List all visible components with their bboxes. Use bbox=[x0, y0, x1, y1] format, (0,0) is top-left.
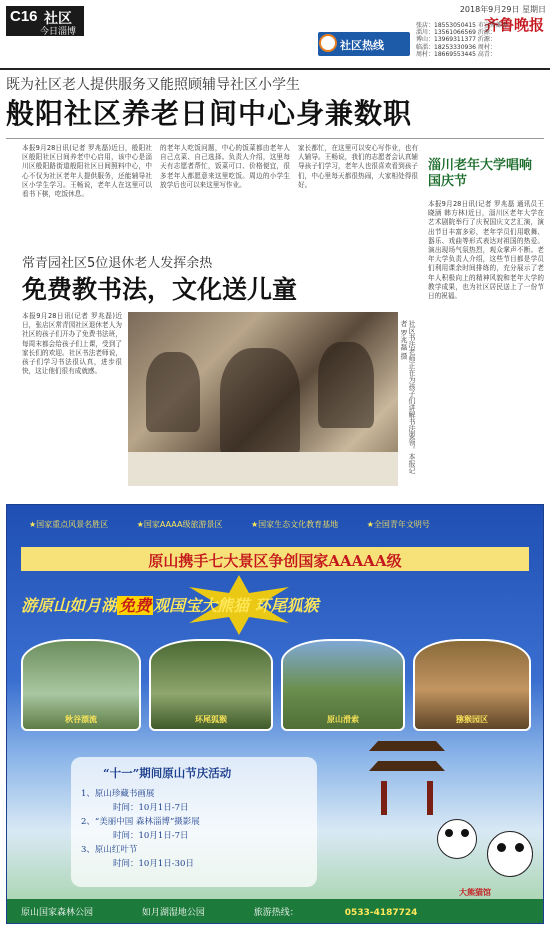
panda-eye bbox=[461, 829, 469, 837]
panda-eye bbox=[497, 843, 506, 852]
headline-divider bbox=[6, 138, 544, 139]
page-code: C16 bbox=[10, 8, 38, 25]
child-figure bbox=[146, 352, 200, 432]
activity-time: 时间：10月1日-30日 bbox=[113, 859, 194, 869]
panda-icon bbox=[431, 805, 541, 891]
panda-hall-label: 大熊猫馆 bbox=[459, 888, 491, 897]
ad-slogan-banner: 原山携手七大景区争创国家AAAAA级 bbox=[21, 547, 529, 571]
phone-icon bbox=[319, 34, 337, 52]
panda-eye bbox=[515, 843, 524, 852]
slogan-pre: 游原山如月湖 bbox=[21, 596, 118, 615]
activity-name: 1、原山珍藏书画展 bbox=[81, 789, 155, 799]
ad-slogan-free-entry bbox=[21, 593, 529, 616]
ad-badge: ★国家重点风景名胜区 bbox=[29, 520, 109, 529]
hotline-label: 社区热线 bbox=[340, 39, 384, 52]
main-article-column-3: 家长都忙，在这里可以安心写作业，也有人辅导。王畅说，我们的志愿者会认真辅导孩子们学习，老年人也很喜欢看到孩子们，中心里每天都很热闹，大家相处得很好。 bbox=[298, 144, 418, 189]
pavilion-pillar bbox=[381, 781, 387, 815]
ad-footer-bar bbox=[7, 899, 544, 923]
header-divider bbox=[0, 68, 550, 70]
main-kicker: 既为社区老人提供服务又能照顾辅导社区小学生 bbox=[6, 77, 300, 93]
hotline-line: 周村：18669553445 高青： bbox=[416, 50, 496, 58]
child-figure bbox=[318, 342, 374, 428]
footer-park-name: 原山国家森林公园 bbox=[21, 908, 94, 918]
hotline-line: 淄川：13561066569 沂源： bbox=[416, 29, 496, 37]
ad-badge: ★全国青年文明号 bbox=[366, 520, 430, 529]
calligraphy-paper bbox=[128, 452, 398, 486]
main-headline: 般阳社区养老日间中心身兼数职 bbox=[6, 97, 413, 130]
ad-badge-row bbox=[29, 519, 529, 530]
second-article-column-left: 本报9月28日讯(记者 罗兆磊)近日，张店区常青园社区退休老人为社区的孩子们开办了免费书法班，每周末都会给孩子们上课，受到了家长们的欢迎。社区书法老师说，孩子们学习书法很认真，进步很快，这让他们很有成就感。 bbox=[22, 312, 122, 376]
ad-photo-label: 环尾狐猴 bbox=[195, 715, 227, 724]
activity-time: 时间：10月1日-7日 bbox=[113, 803, 189, 813]
slogan-post: 观国宝大熊猫 环尾狐猴 bbox=[153, 596, 319, 615]
brand-logo: 齐鲁晚报 bbox=[483, 16, 544, 34]
ad-badge: ★国家生态文化教育基地 bbox=[251, 520, 339, 529]
footer-park-name: 如月湖湿地公园 bbox=[141, 908, 205, 918]
footer-tel-label: 旅游热线： bbox=[253, 908, 299, 918]
slogan-free-word: 免费 bbox=[119, 596, 152, 615]
pavilion-roof bbox=[369, 741, 445, 751]
second-headline: 免费教书法，文化送儿童 bbox=[22, 275, 298, 304]
hotline-numbers bbox=[416, 22, 544, 58]
hotline-line: 张店：18553050415 市宣传部办 bbox=[416, 22, 508, 29]
sidebar-article-body: 本报9月28日讯(记者 罗兆磊 通讯员王晓涵 韩方林)近日，淄川区老年大学在艺术剧院举行了庆祝国庆文艺汇演，演出节目丰富多彩，老年学员们用歌舞、器乐、戏曲等形式表达对祖国的热爱。演出现场气氛热烈，观众掌声不断。老年大学负责人介绍，这些节目都是学员们利用课余时间排练的，充分展示了老年人积极向上的精神风貌和老年大学的教学成果，也为社区居民送上了一份节日的祝福。 bbox=[428, 200, 544, 301]
footer-tel-number: 0533-4187724 bbox=[344, 908, 418, 918]
ad-photo-rafting bbox=[21, 639, 141, 731]
main-article-column-2: 的老年人吃饭问题，中心的饭菜都由老年人自己点菜、自己选择。负责人介绍，这里每天有志愿者帮忙，饭菜可口、价格便宜，很多老年人都愿意来这里吃饭。周边的小学生放学后也可以来这里写作业。 bbox=[160, 144, 290, 189]
ad-photo-zipline bbox=[281, 639, 405, 731]
pavilion-roof bbox=[369, 761, 445, 771]
panda-head bbox=[487, 831, 533, 877]
teacher-figure bbox=[220, 348, 300, 458]
activity-time: 时间：10月1日-7日 bbox=[113, 831, 189, 841]
activity-name: 3、原山红叶节 bbox=[81, 845, 138, 855]
sidebar-headline: 淄川老年大学唱响国庆节 bbox=[428, 158, 533, 189]
photo-caption: 社区书法老师正在为孩子们讲解书法要领。本报记者 罗兆磊 摄 bbox=[400, 320, 416, 474]
page-section-tag bbox=[6, 6, 84, 36]
section-subtitle: 今日淄博 bbox=[40, 27, 77, 37]
ad-photo-label: 原山滑索 bbox=[327, 715, 359, 724]
community-hotline-box bbox=[318, 22, 544, 64]
ad-photo-label: 猕猴园区 bbox=[456, 715, 488, 724]
panda-eye bbox=[445, 829, 453, 837]
hotline-line: 博山：13969311377 沂源： bbox=[416, 36, 496, 44]
calligraphy-class-photo bbox=[128, 312, 398, 486]
second-kicker: 常青园社区5位退休老人发挥余热 bbox=[22, 256, 213, 271]
panda-head bbox=[437, 819, 477, 859]
date-line: 2018年9月29日 星期日 bbox=[459, 5, 546, 14]
main-article-column-1: 本报9月28日讯(记者 罗兆磊)近日，般阳社区般阳社区日间养老中心启用，该中心是淄川区般阳路街道般阳社区日间照料中心，中心不仅为社区老年人提供服务，还能辅导社区小学生学习。王畅说，老年人在这里可以看书下棋，吃饭休息。 bbox=[22, 144, 152, 199]
ad-photo-lemurs bbox=[149, 639, 273, 731]
ad-photo-monkey bbox=[413, 639, 531, 731]
hotline-line: 临淄：18253330936 周村： bbox=[416, 43, 496, 51]
holiday-activities-box bbox=[71, 757, 317, 887]
section-name: 社区 bbox=[44, 11, 72, 27]
ad-photo-label: 秋谷漂流 bbox=[65, 715, 97, 724]
ad-badge: ★国家AAAA级旅游景区 bbox=[136, 520, 223, 529]
activity-name: 2、“美丽中国 森林淄博”摄影展 bbox=[81, 817, 200, 827]
yuanshan-advertisement bbox=[6, 504, 544, 924]
activities-title: “十一”期间原山节庆活动 bbox=[103, 766, 232, 780]
